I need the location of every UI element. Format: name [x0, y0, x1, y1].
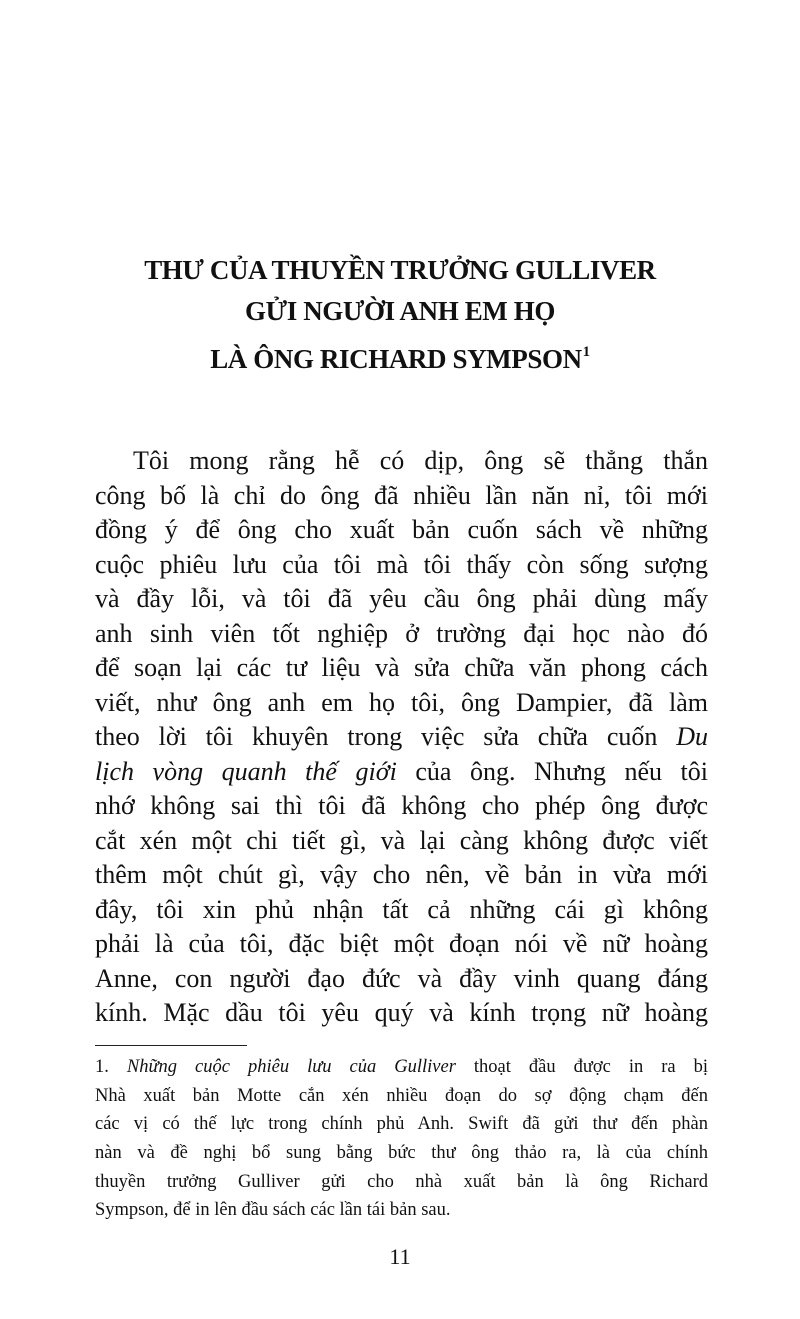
page-number: 11 [389, 1244, 411, 1269]
footnote-line: nàn và đề nghị bổ sung bằng bức thư ông thảo ra, là của chính [95, 1143, 708, 1164]
body-line: và đầy lỗi, và tôi đã yêu cầu ông phải dùng mấy [95, 584, 708, 613]
footnote-number: 1. [95, 1057, 109, 1077]
book-title-italic: Du [676, 722, 708, 751]
body-line: phải là của tôi, đặc biệt một đoạn nói về nữ hoàng [95, 929, 708, 958]
body-line [95, 755, 708, 790]
body-line: anh sinh viên tốt nghiệp ở trường đại học nào đó [95, 618, 708, 648]
title-line-2: GỬI NGƯỜI ANH EM HỌ [245, 296, 555, 326]
footnote-line: Nhà xuất bản Motte cắn xén nhiều đoạn do sợ động chạm đến [95, 1085, 708, 1106]
title-line-3 [60, 332, 740, 380]
footnote [95, 1053, 708, 1225]
footnote-line: thuyền trưởng Gulliver gửi cho nhà xuất bản là ông Richard [95, 1171, 708, 1192]
footnote-line: các vị có thế lực trong chính phủ Anh. Swift đã gửi thư đến phàn [95, 1114, 708, 1135]
book-title-italic: lịch vòng quanh thế giới [95, 756, 397, 786]
footnote-divider [95, 1045, 247, 1046]
body-line: thêm một chút gì, vậy cho nên, về bản in vừa mới [95, 860, 708, 889]
footnote-marker: 1 [582, 344, 590, 360]
title-line-3-text: LÀ ÔNG RICHARD SYMPSON [210, 344, 582, 374]
footnote-line [95, 1053, 708, 1082]
body-line: cắt xén một chi tiết gì, và lại càng không được viết [95, 825, 708, 855]
body-line: đây, tôi xin phủ nhận tất cả những cái gì không [95, 894, 708, 924]
body-line [95, 720, 708, 755]
body-line: công bố là chỉ do ông đã nhiều lần năn nỉ, tôi mới [95, 480, 708, 510]
title-line-1: THƯ CỦA THUYỀN TRƯỞNG GULLIVER [144, 255, 656, 285]
footnote-italic-title: Những cuộc phiêu lưu của Gulliver [126, 1057, 456, 1077]
body-line: để soạn lại các tư liệu và sửa chữa văn phong cách [95, 653, 708, 682]
body-line: nhớ không sai thì tôi đã không cho phép ông được [95, 791, 708, 820]
footnote-line: Sympson, để in lên đầu sách các lần tái bản sau. [95, 1200, 451, 1221]
body-line: đồng ý để ông cho xuất bản cuốn sách về những [95, 515, 708, 544]
body-line: viết, như ông anh em họ tôi, ông Dampier, đã làm [95, 687, 708, 717]
body-line-text: theo lời tôi khuyên trong việc sửa chữa cuốn [95, 722, 658, 751]
chapter-title [60, 250, 740, 380]
body-paragraph [95, 444, 708, 1031]
body-line: kính. Mặc dầu tôi yêu quý và kính trọng nữ hoàng [95, 998, 708, 1027]
body-line: Tôi mong rằng hễ có dịp, ông sẽ thẳng thắn [133, 446, 708, 475]
body-line: Anne, con người đạo đức và đầy vinh quang đáng [95, 963, 708, 993]
body-line-text: của ông. Nhưng nếu tôi [415, 756, 709, 786]
footnote-text: thoạt đầu được in ra bị [473, 1057, 709, 1077]
body-line: cuộc phiêu lưu của tôi mà tôi thấy còn sống sượng [95, 549, 708, 579]
